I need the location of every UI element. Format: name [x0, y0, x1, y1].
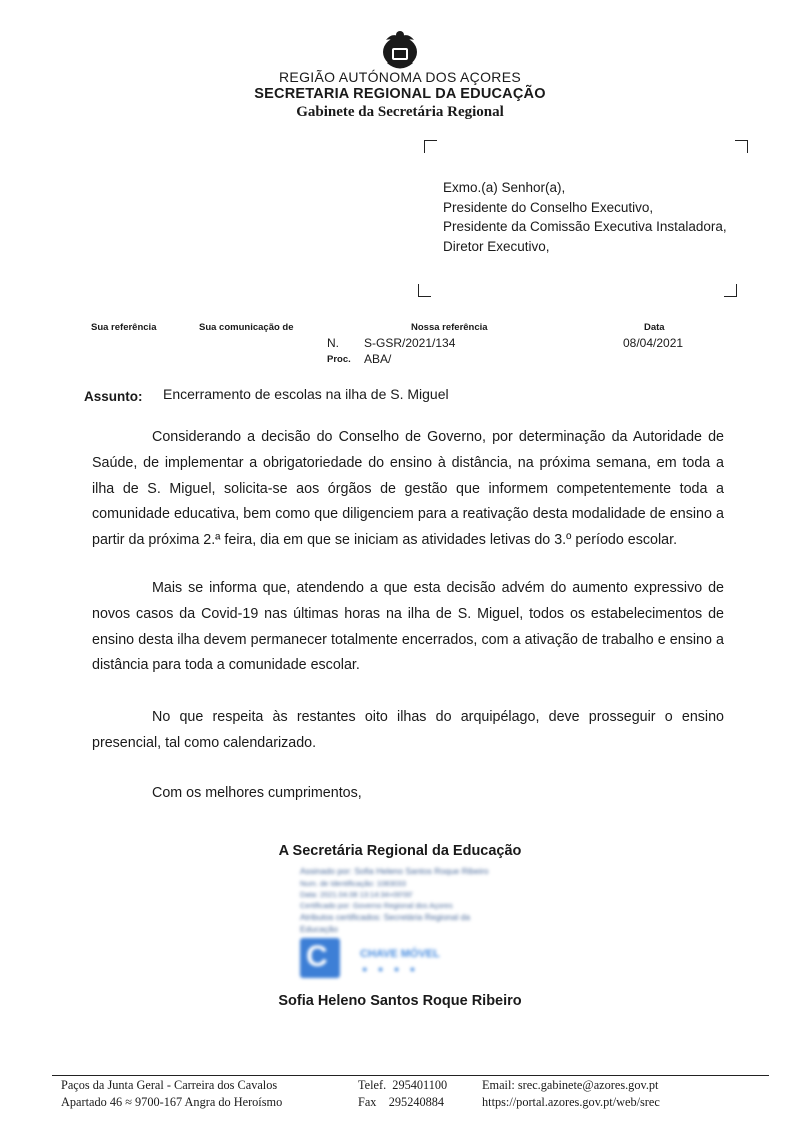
key-c-icon: C [306, 940, 328, 973]
footer-website-link[interactable]: https://portal.azores.gov.pt/web/srec [482, 1095, 660, 1109]
region-heading: REGIÃO AUTÓNOMA DOS AÇORES [279, 69, 521, 85]
signature-title: A Secretária Regional da Educação [278, 843, 522, 859]
recipient-line: Presidente da Comissão Executiva Instaladora, [443, 219, 727, 234]
body-paragraph: Mais se informa que, atendendo a que esta decisão advém do aumento expressivo de novos casos da Covid-19 nas últimas horas na ilha de S. Miguel, todos os estabelecimentos de ensino desta ilha devem permanecer totalmente encerrados, com a ativação de trabalho e ensino a distância para toda a comunidade escolar. [92, 580, 724, 674]
footer-divider [52, 1075, 769, 1076]
recipient-line: Presidente do Conselho Executivo, [443, 199, 654, 215]
body-paragraph: Considerando a decisão do Conselho de Governo, por determinação da Autoridade de Saúde, de implementar a obrigatoriedade do ensino à distância, na próxima semana, em toda a ilha de S. Miguel, solicita-se aos órgãos de gestão que informem competentemente toda a comunidade educativa, bem como que diligenciem para a reativação desta modalidade de ensino a partir da próxima 2.ª feira, dia em que se iniciam as atividades letivas do 3.º período escolar. [92, 429, 724, 549]
footer-fax: Fax 295240884 [358, 1095, 445, 1109]
stamp-dots: ● ● ● ● [362, 964, 420, 974]
coat-of-arms-logo [378, 28, 422, 72]
secretariat-heading: SECRETARIA REGIONAL DA EDUCAÇÃO [254, 86, 546, 102]
date-label: Data [644, 322, 665, 333]
footer-email[interactable]: Email: srec.gabinete@azores.gov.pt [482, 1078, 659, 1092]
process-label: Proc. [327, 354, 351, 365]
stamp-attributes-cont: Educação [300, 924, 338, 934]
your-communication-label: Sua comunicação de [199, 322, 294, 333]
stamp-certified-by: Certificado por: Governo Regional dos Açores [300, 901, 453, 910]
address-window-corner-top-right [735, 140, 748, 153]
footer-address-line1: Paços da Junta Geral - Carreira dos Cavalos [61, 1078, 278, 1092]
address-window-corner-top-left [424, 140, 437, 153]
subject-text: Encerramento de escolas na ilha de S. Miguel [163, 386, 449, 402]
subject-label: Assunto: [84, 389, 143, 404]
stamp-signed-by: Assinado por: Sofia Heleno Santos Roque Ribeiro [300, 866, 489, 876]
signer-name: Sofia Heleno Santos Roque Ribeiro [278, 993, 522, 1009]
stamp-brand: CHAVE MÓVEL [360, 948, 440, 960]
body-paragraph: No que respeita às restantes oito ilhas do arquipélago, deve prosseguir o ensino presencial, tal como calendarizado. [92, 709, 724, 751]
date-value: 08/04/2021 [623, 336, 684, 350]
recipient-line: Diretor Executivo, [443, 238, 550, 254]
recipient-block [443, 178, 727, 256]
stamp-date: Data: 2021.04.08 13:14:34+00'00' [300, 890, 413, 899]
closing-salutation: Com os melhores cumprimentos, [152, 785, 362, 801]
address-window-corner-bottom-left [418, 284, 431, 297]
office-heading: Gabinete da Secretária Regional [296, 104, 504, 120]
your-reference-label: Sua referência [91, 322, 157, 333]
digital-signature-stamp [298, 866, 516, 978]
number-label: N. [327, 336, 339, 350]
footer-phone: Telef. 295401100 [358, 1078, 448, 1092]
number-value: S-GSR/2021/134 [364, 336, 456, 350]
our-reference-label: Nossa referência [411, 322, 488, 333]
recipient-line: Exmo.(a) Senhor(a), [443, 180, 566, 195]
stamp-attributes: Atributos certificados: Secretária Regional da [300, 912, 471, 922]
footer-address-line2: Apartado 46 ≈ 9700-167 Angra do Heroísmo [61, 1095, 283, 1109]
process-value: ABA/ [364, 352, 392, 366]
chave-movel-logo [300, 938, 340, 978]
stamp-id: Num. de Identificação: 1083033 [300, 879, 406, 888]
address-window-corner-bottom-right [724, 284, 737, 297]
